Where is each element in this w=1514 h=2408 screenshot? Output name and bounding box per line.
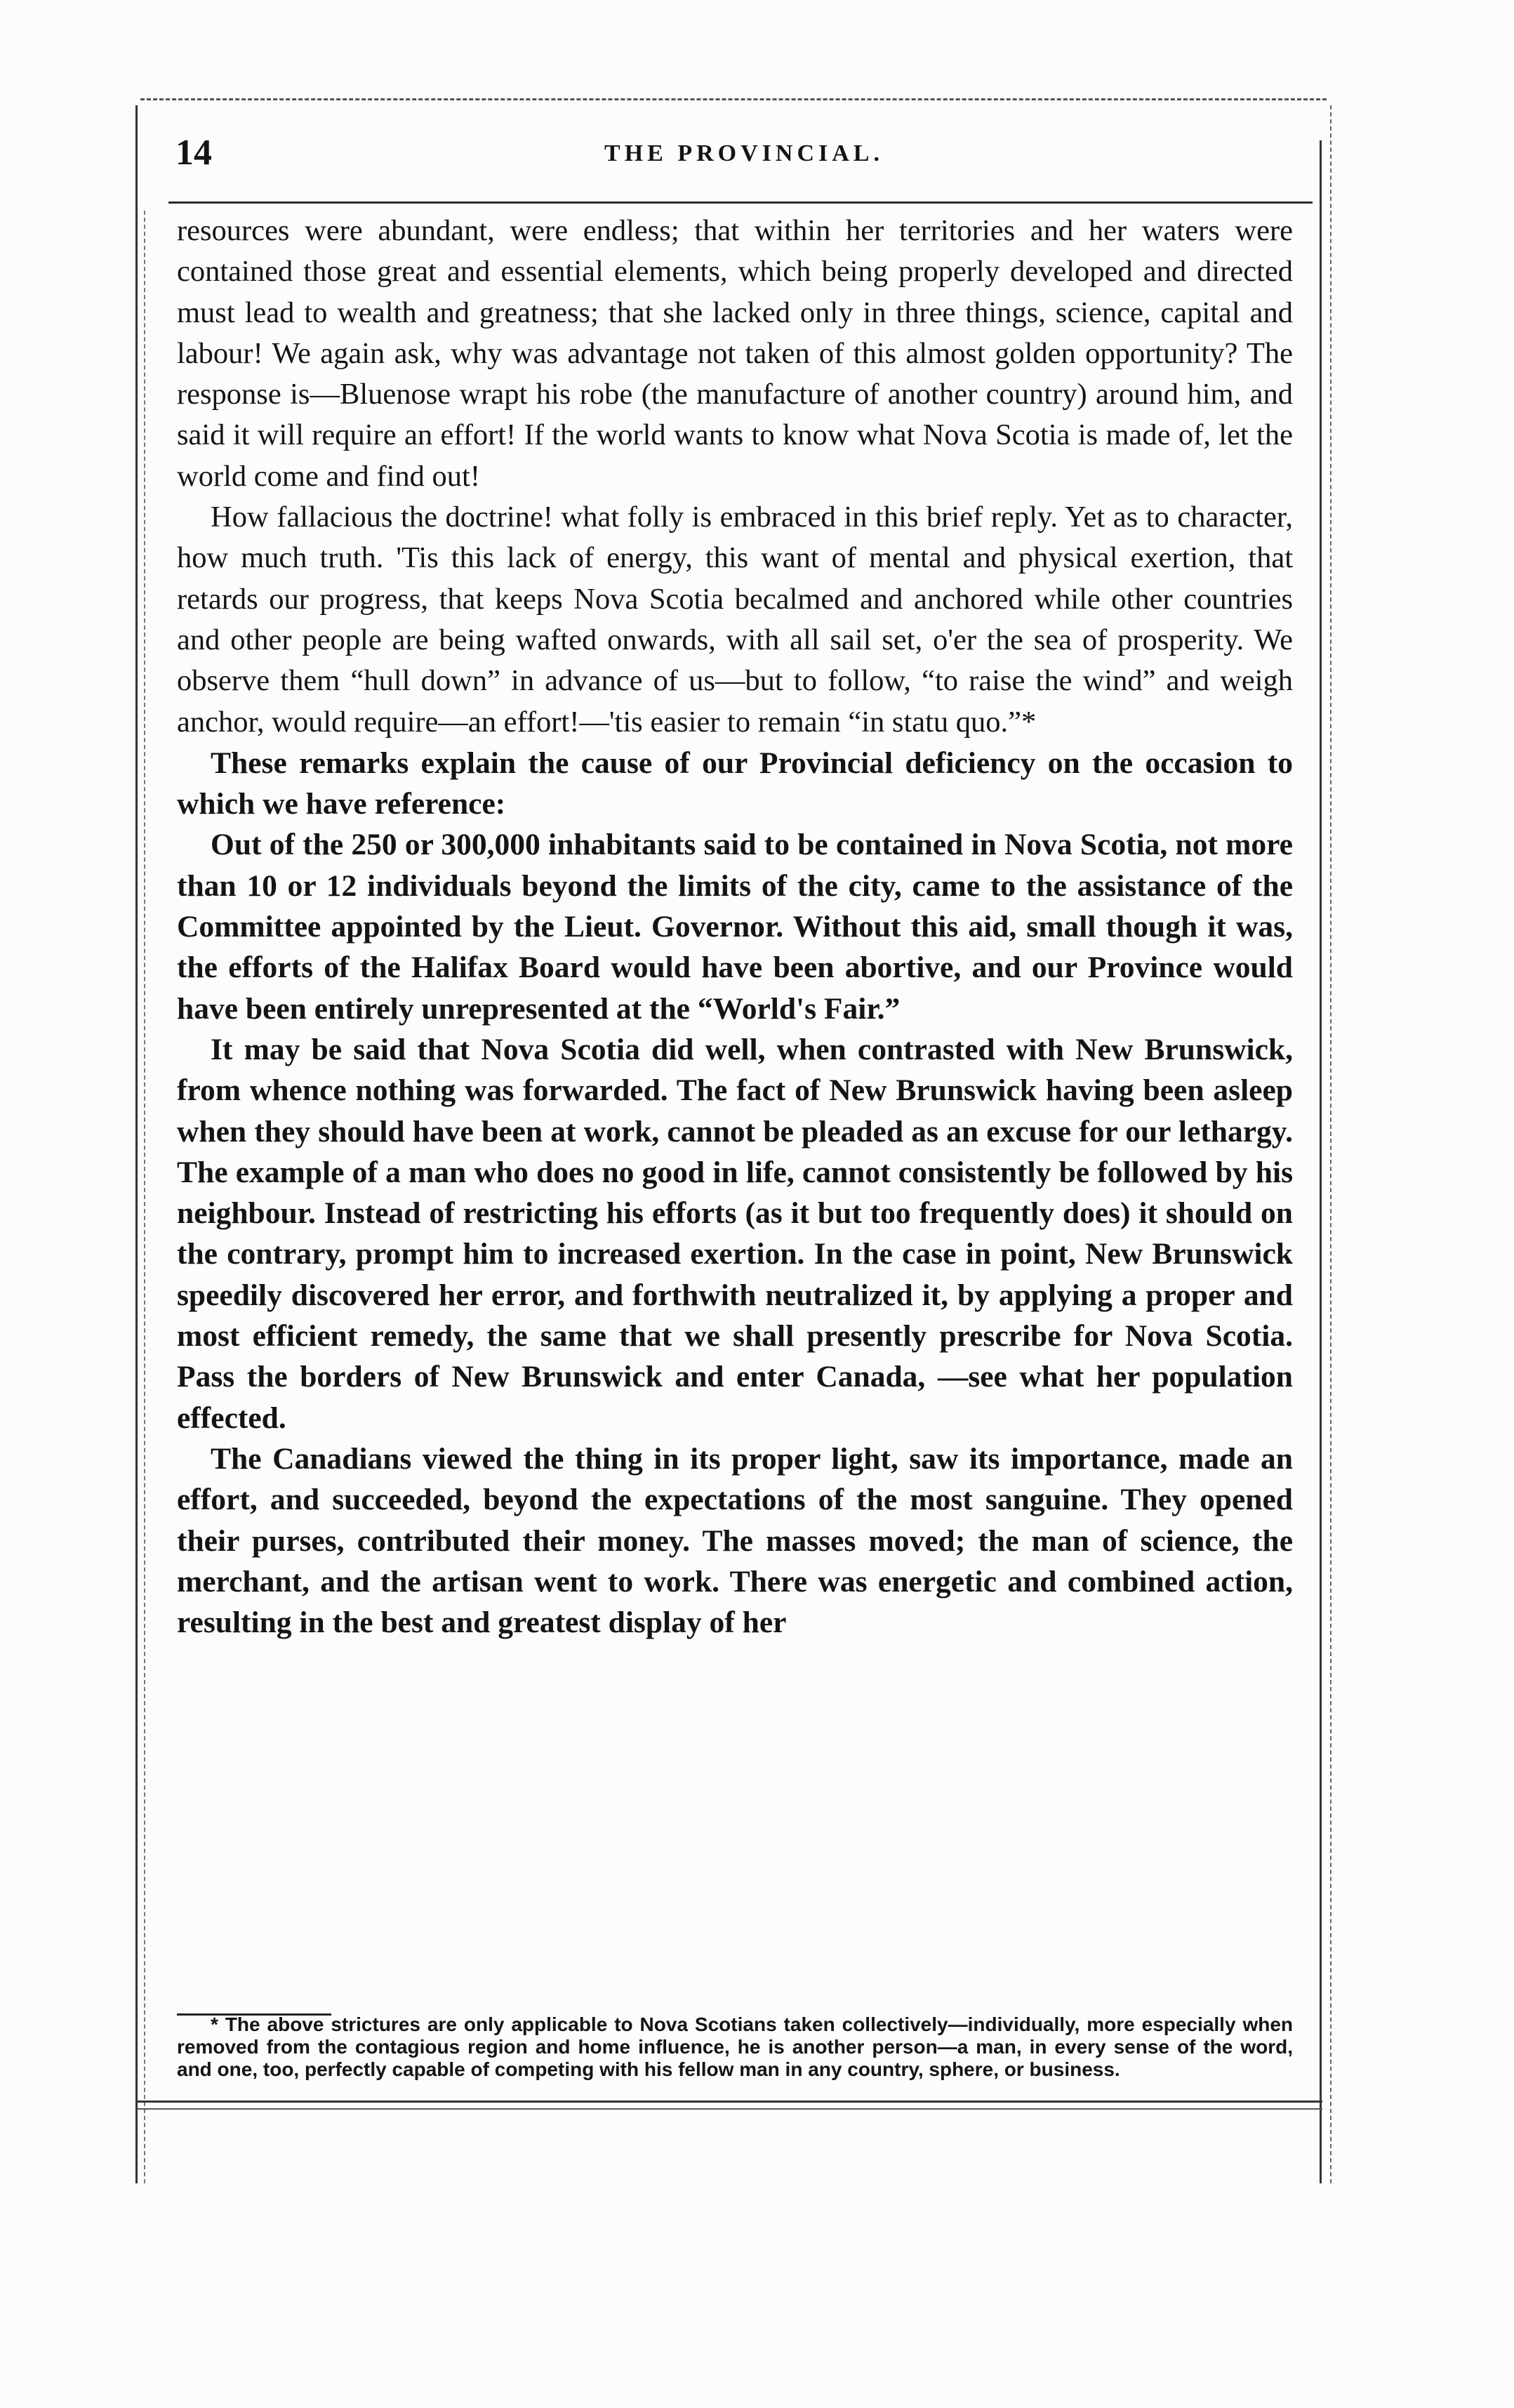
header-rule [168,201,1313,204]
paragraph: Out of the 250 or 300,000 inhabitants said to be contained in Nova Scotia, not more than 10 or 12 individuals beyond the limits of the city, came to the assistance of the Committee appointed by the Lieut. Governor. Without this aid, small though it was, the efforts of the Halifax Board would have been abortive, and our Province would have been entirely unrepresented at the “World's Fair.” [177,828,1293,1026]
paragraph: These remarks explain the cause of our Provincial deficiency on the occasion to which we have reference: [177,746,1293,821]
page-header [175,132,1313,174]
body-text [177,211,1293,1643]
frame-rule-bottom [138,2101,1322,2103]
frame-rule-left [135,105,138,2183]
footnote [177,2013,1293,2081]
frame-rule-top [140,98,1327,100]
frame-rule-right-outer [1330,105,1332,2183]
frame-rule-bottom-inner [138,2108,1322,2110]
paragraph: resources were abundant, were endless; that within her territories and her waters were contained those great and essential elements, which being properly developed and directed must lead to wealth and greatness; that she lacked only in three things, science, capital and labour! We again ask, why was advantage not taken of this almost golden opportunity? The response is—Bluenose wrapt his robe (the manufacture of another country) around him, and said it will require an effort! If the world wants to know what Nova Scotia is made of, let the world come and find out! [177,214,1293,493]
paragraph: The Canadians viewed the thing in its proper light, saw its importance, made an effort, and succeeded, beyond the expectations of the most sanguine. They opened their purses, contributed their money. The masses moved; the man of science, the merchant, and the artisan went to work. There was energetic and combined action, resulting in the best and greatest display of her [177,1441,1293,1640]
footnote-text: * The above strictures are only applicable to Nova Scotians taken collectively—individually, more especially when removed from the contagious region and home influence, he is another person—a man, in every sense of the word, and one, too, perfectly capable of competing with his fellow man in any country, sphere, or business. [177,2013,1293,2080]
page-number: 14 [175,133,212,173]
paragraph: It may be said that Nova Scotia did well, when contrasted with New Brunswick, from whence nothing was forwarded. The fact of New Brunswick having been asleep when they should have been at work, cannot be pleaded as an excuse for our lethargy. The example of a man who does no good in life, cannot consistently be followed by his neighbour. Instead of restricting his efforts (as it but too frequently does) it should on the contrary, prompt him to increased exertion. In the case in point, New Brunswick speedily discovered her error, and forthwith neutralized it, by applying a proper and most efficient remedy, the same that we shall presently prescribe for Nova Scotia. Pass the borders of New Brunswick and enter Canada, —see what her population effected. [177,1032,1293,1435]
running-title: THE PROVINCIAL. [604,140,884,166]
frame-rule-left-inner [144,211,145,2183]
paragraph: How fallacious the doctrine! what folly is embraced in this brief reply. Yet as to character, how much truth. 'Tis this lack of energy, this want of mental and physical exertion, that retards our progress, that keeps Nova Scotia becalmed and anchored while other countries and other people are being wafted onwards, with all sail set, o'er the sea of prosperity. We observe them “hull down” in advance of us—but to follow, “to raise the wind” and weigh anchor, would require—an effort!—'tis easier to remain “in statu quo.”* [177,501,1293,739]
frame-rule-right [1320,140,1322,2183]
